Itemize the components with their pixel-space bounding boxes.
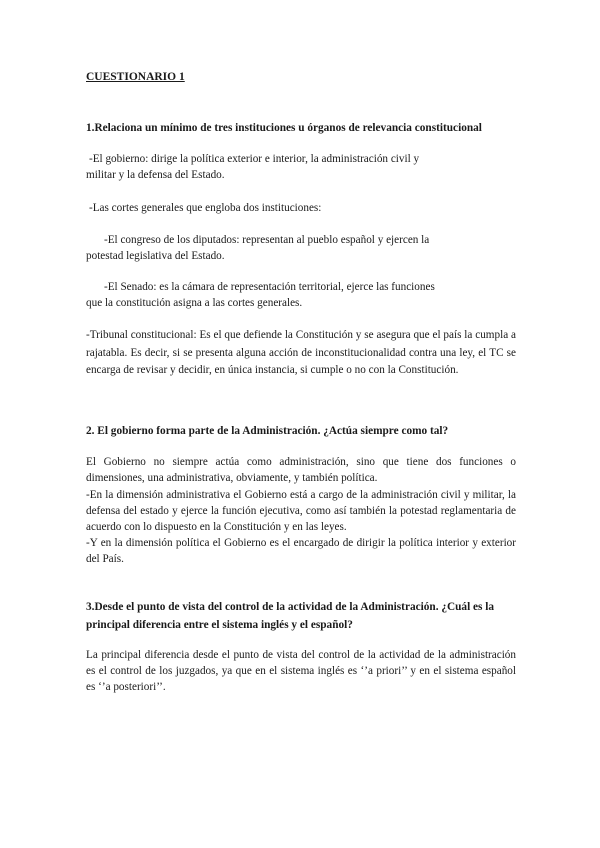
answer-2-politica: -Y en la dimensión política el Gobierno es el encargado de dirigir la política interior y exterior del País. (86, 537, 516, 565)
question-1-heading: 1.Relaciona un mínimo de tres instituciones u órganos de relevancia constitucional (86, 122, 482, 134)
answer-3: La principal diferencia desde el punto de vista del control de la actividad de la administración es el control de los juzgados, ya que en el sistema inglés es ‘’a priori’’ y en el sistema español es ‘’a posteriori’’. (86, 649, 516, 693)
answer-cortes: -Las cortes generales que engloba dos instituciones: (89, 202, 322, 214)
answer-senado (86, 279, 435, 311)
answer-line: potestad legislativa del Estado. (86, 250, 225, 262)
answer-2-intro: El Gobierno no siempre actúa como administración, sino que tiene dos funciones o dimensiones, una administrativa, obviamente, y también política. (86, 456, 516, 484)
answer-line: -El Senado: es la cámara de representación territorial, ejerce las funciones (104, 281, 435, 293)
answer-line: militar y la defensa del Estado. (86, 169, 225, 181)
answer-line: -El gobierno: dirige la política exterior e interior, la administración civil y (89, 153, 420, 165)
answer-gobierno (86, 151, 419, 183)
question-2-heading: 2. El gobierno forma parte de la Administración. ¿Actúa siempre como tal? (86, 425, 449, 437)
answer-congreso (86, 232, 429, 264)
page-title: CUESTIONARIO 1 (86, 71, 185, 83)
question-3-heading: 3.Desde el punto de vista del control de la actividad de la Administración. ¿Cuál es la principal diferencia entre el sistema inglés y el español? (86, 601, 495, 631)
answer-line: -El congreso de los diputados: representan al pueblo español y ejercen la (104, 234, 430, 246)
answer-line: que la constitución asigna a las cortes generales. (86, 297, 303, 309)
answer-2-administrativa: -En la dimensión administrativa el Gobierno está a cargo de la administración civil y militar, la defensa del estado y ejerce la función ejecutiva, como así también la potestad reglamentaria de acuerdo con lo dispuesto en la Constitución y en las leyes. (86, 489, 516, 533)
answer-tribunal: -Tribunal constitucional: Es el que defiende la Constitución y se asegura que el país la cumpla a rajatabla. Es decir, si se presenta alguna acción de inconstitucionalidad contra una ley, el TC se encarga de revisar y decidir, en única instancia, si cumple o no con la Constitución. (86, 329, 516, 376)
